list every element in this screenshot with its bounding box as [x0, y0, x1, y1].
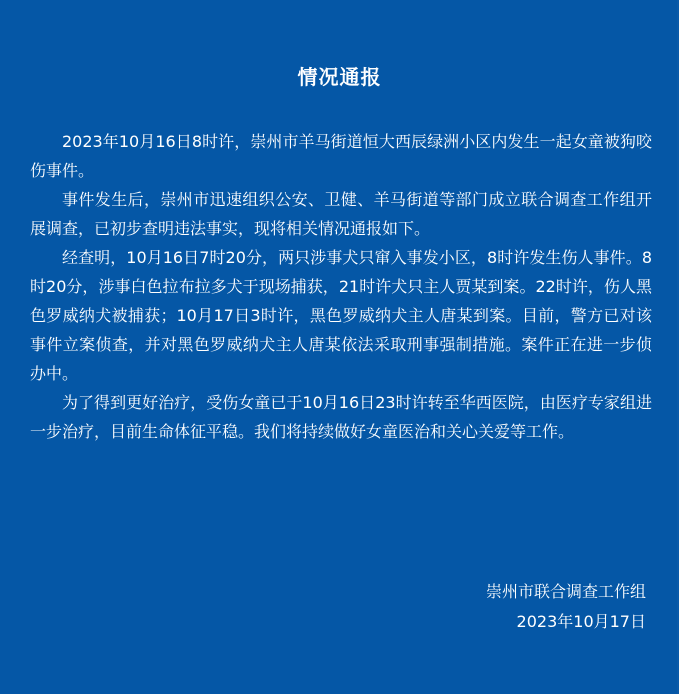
paragraph-response: 事件发生后，崇州市迅速组织公安、卫健、羊马街道等部门成立联合调查工作组开展调查，已初步查明违法事实，现将相关情况通报如下。 [30, 190, 652, 238]
paragraph-findings: 经查明，10月16日7时20分，两只涉事犬只窜入事发小区，8时许发生伤人事件。8时20分，涉事白色拉布拉多犬于现场捕获，21时许犬只主人贾某到案。22时许，伤人黑色罗威纳犬被捕获；10月17日3时许，黑色罗威纳犬主人唐某到案。目前，警方已对该事件立案侦查，并对黑色罗威纳犬主人唐某依法采取刑事强制措施。案件正在进一步侦办中。 [30, 248, 652, 383]
issue-date: 2023年10月17日 [516, 612, 646, 631]
notice-title: 情况通报 [297, 65, 382, 89]
issuer-name: 崇州市联合调查工作组 [485, 582, 646, 601]
signature-block [486, 577, 646, 637]
paragraph-incident: 2023年10月16日8时许，崇州市羊马街道恒大西辰绿洲小区内发生一起女童被狗咬伤事件。 [30, 132, 652, 180]
notice-body [30, 127, 652, 446]
paragraph-treatment: 为了得到更好治疗，受伤女童已于10月16日23时许转至华西医院，由医疗专家组进一步治疗，目前生命体征平稳。我们将持续做好女童医治和关心关爱等工作。 [30, 393, 652, 441]
